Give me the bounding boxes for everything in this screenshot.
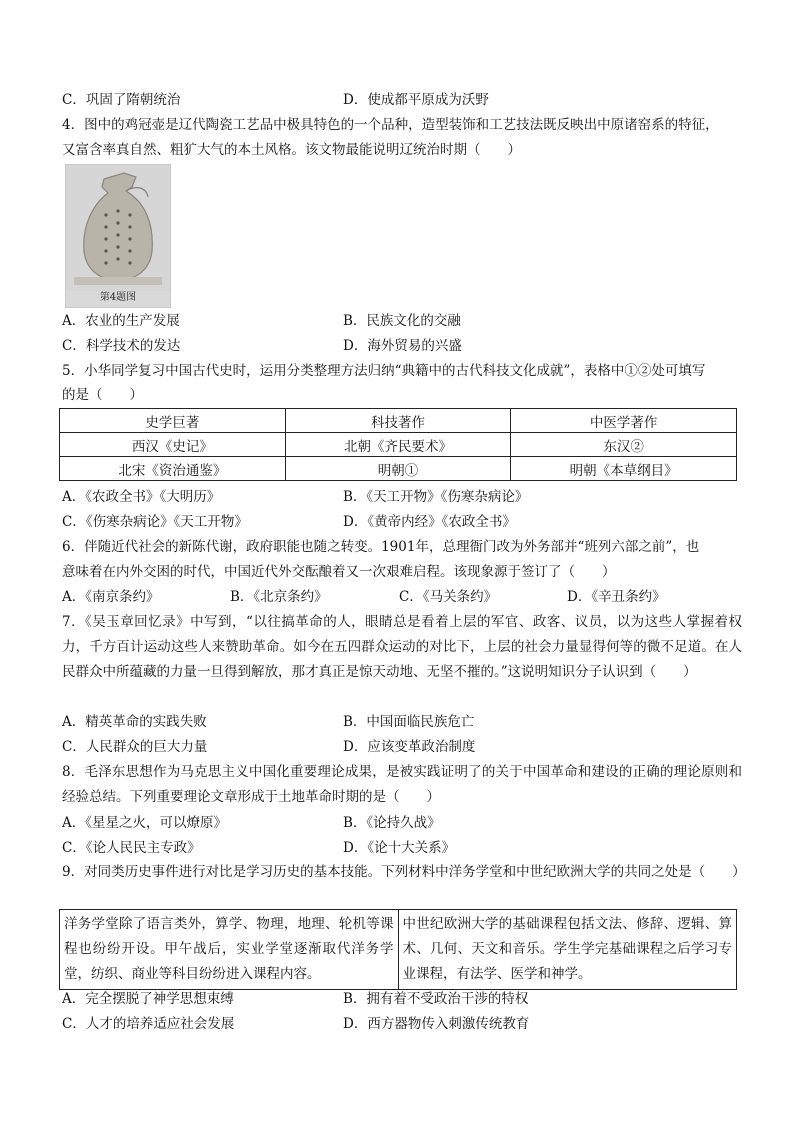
q5-option-d: D．《黄帝内经》《农政全书》: [343, 514, 516, 530]
q4-option-a: A．农业的生产发展: [62, 313, 180, 329]
q4-stem-line-2: 又富含率真自然、粗犷大气的本土风格。该文物最能说明辽统治时期（ ）: [62, 142, 521, 158]
table-row: [60, 433, 737, 457]
table-row: [60, 910, 737, 990]
table-cell: 明朝①: [285, 457, 511, 481]
q6-option-c: C．《马关条约》: [399, 589, 498, 605]
q7-option-b: B．中国面临民族危亡: [343, 714, 475, 730]
table-cell: 明朝《本草纲目》: [511, 457, 737, 481]
q5-stem-line-2: 的是（ ）: [62, 387, 143, 403]
q4-option-b: B．民族文化的交融: [343, 313, 461, 329]
q4-figure: [65, 164, 171, 308]
table-header-cell: 科技著作: [285, 409, 511, 433]
table-header-cell: 史学巨著: [60, 409, 286, 433]
q5-option-a: A．《农政全书》《大明历》: [62, 489, 221, 505]
q8-option-d: D．《论十大关系》: [343, 840, 456, 856]
q5-table: [59, 408, 737, 481]
q4-option-d: D．海外贸易的兴盛: [343, 338, 462, 354]
q5-stem-line-1: 5．小华同学复习中国古代史时，运用分类整理方法归纳“典籍中的古代科技文化成就”，表格中①②处可填写: [62, 363, 706, 379]
q9-material-left: 洋务学堂除了语言类外，算学、物理，地理、轮机等课程也纷纷开设。甲午战后，实业学堂逐渐取代洋务学堂，纺织、商业等科目纷纷进入课程内容。: [60, 910, 399, 990]
q6-option-d: D．《辛丑条约》: [567, 589, 666, 605]
table-cell: 西汉《史记》: [60, 433, 286, 457]
q5-option-b: B．《天工开物》《伤寒杂病论》: [343, 489, 529, 505]
q6-stem-line-2: 意味着在内外交困的时代，中国近代外交酝酿着又一次艰难启程。该现象源于签订了（ ）: [62, 564, 616, 580]
q6-option-a: A．《南京条约》: [62, 589, 160, 605]
q4-stem-line-1: 4．图中的鸡冠壶是辽代陶瓷工艺品中极具特色的一个品种，造型装饰和工艺技法既反映出中原诸窑系的特征，: [62, 117, 719, 133]
q6-stem-line-1: 6．伴随近代社会的新陈代谢，政府职能也随之转变。1901年，总理衙门改为外务部并“班列六部之前”，也: [62, 539, 700, 555]
q8-option-b: B．《论持久战》: [343, 815, 441, 831]
q9-material-right: 中世纪欧洲大学的基础课程包括文法、修辞、逻辑、算术、几何、天文和音乐。学生学完基础课程之后学习专业课程，有法学、医学和神学。: [398, 910, 737, 990]
q7-option-c: C．人民群众的巨大力量: [62, 739, 208, 755]
q8-option-a: A．《星星之火，可以燎原》: [62, 815, 227, 831]
q9-stem: 9．对同类历史事件进行对比是学习历史的基本技能。下列材料中洋务学堂和中世纪欧洲大学的共同之处是（ ）: [62, 864, 746, 880]
q7-option-d: D．应该变革政治制度: [343, 739, 476, 755]
q9-option-d: D．西方器物传入刺激传统教育: [343, 1016, 530, 1032]
q5-option-c: C．《伤寒杂病论》《天工开物》: [62, 514, 248, 530]
q3-option-c: C．巩固了隋朝统治: [62, 92, 181, 108]
table-header-cell: 中医学著作: [511, 409, 737, 433]
q3-option-d: D．使成都平原成为沃野: [343, 92, 489, 108]
q8-stem: 8．毛泽东思想作为马克思主义中国化重要理论成果，是被实践证明了的关于中国革命和建设的正确的理论原则和经验总结。下列重要理论文章形成于土地革命时期的是（ ）: [62, 764, 742, 805]
table-cell: 北朝《齐民要术》: [285, 433, 511, 457]
chicken-crown-pot-image: [66, 165, 170, 291]
q8-option-c: C．《论人民民主专政》: [62, 840, 201, 856]
q6-option-b: B．《北京条约》: [230, 589, 328, 605]
q4-option-c: C．科学技术的发达: [62, 338, 181, 354]
q9-option-b: B．拥有着不受政治干涉的特权: [343, 991, 529, 1007]
q9-material-table: [59, 909, 737, 990]
q7-option-a: A．精英革命的实践失败: [62, 714, 207, 730]
table-row: [60, 457, 737, 481]
q4-figure-caption: 第4题图: [99, 292, 137, 303]
q9-option-c: C．人才的培养适应社会发展: [62, 1016, 235, 1032]
table-cell: 东汉②: [511, 433, 737, 457]
table-header-row: [60, 409, 737, 433]
table-cell: 北宋《资治通鉴》: [60, 457, 286, 481]
q9-option-a: A．完全摆脱了神学思想束缚: [62, 991, 234, 1007]
q7-stem: 7．《吴玉章回忆录》中写到，“以往搞革命的人，眼睛总是看着上层的军官、政客、议员，以为这些人掌握着权力，千方百计运动这些人来赞助革命。如今在五四群众运动的对比下，上层的社会力量显得何等的微不足道。在人民群众中所蕴藏的力量一旦得到解放，那才真正是惊天动地、无坚不摧的。”这说明知识分子认识到（ ）: [62, 614, 742, 680]
